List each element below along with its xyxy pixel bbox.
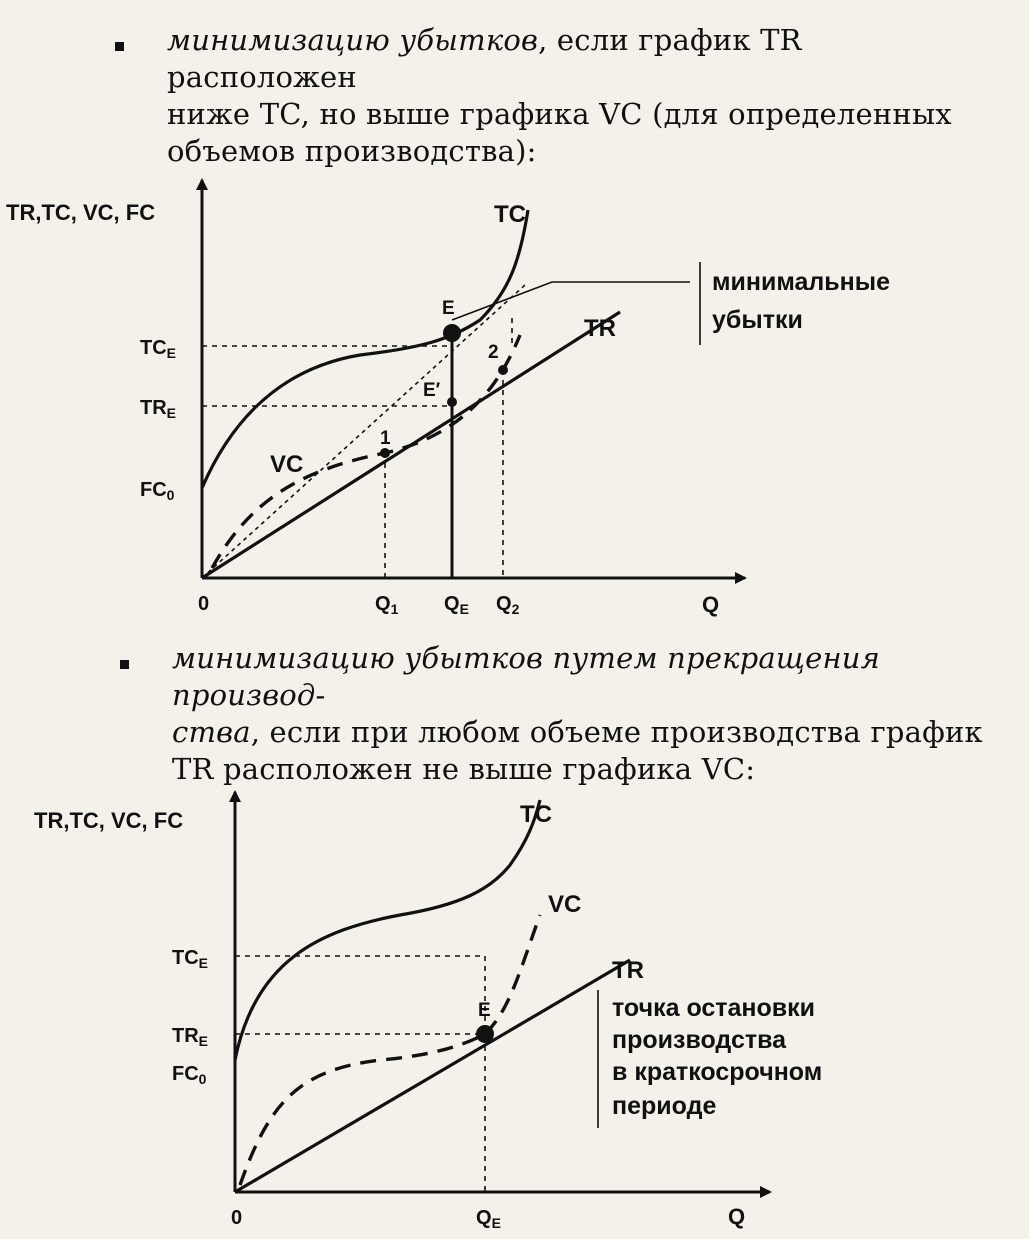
bullet-marker [120, 660, 129, 669]
section1-paragraph [167, 22, 987, 170]
bullet-marker [115, 42, 124, 51]
y-axis-title: TR,TC, VC, FC [6, 200, 156, 225]
label-tr: TR [612, 957, 644, 984]
label-point-2: 2 [488, 342, 499, 363]
callout-line4: периоде [612, 1092, 717, 1120]
tick-q2: $Q_2$ [496, 593, 520, 617]
tick-qe: $Q_E$ [444, 593, 469, 617]
vc-curve [212, 335, 520, 568]
label-tr: TR [584, 315, 616, 342]
section2-lead-line1: минимизацию убытков путем прекращения производ- [172, 641, 881, 712]
origin-label: 0 [231, 1207, 243, 1229]
label-e: E [442, 298, 455, 319]
tangent-line [202, 285, 525, 578]
section2-lead-line2: ства [172, 715, 251, 749]
label-point-1: 1 [380, 428, 391, 449]
diagram-shutdown-point [0, 780, 1029, 1239]
tick-q1: $Q_1$ [375, 593, 399, 617]
callout-line2: убытки [712, 306, 803, 334]
tick-qe: $Q_E$ [476, 1207, 501, 1231]
section1-line1: , если график TR расположен [167, 23, 802, 94]
callout-bracket [452, 282, 690, 320]
callout-line2: производства [612, 1026, 787, 1054]
point-e [443, 324, 461, 342]
x-axis-title: Q [728, 1204, 746, 1229]
label-vc: VC [548, 891, 582, 918]
section2-line3: TR расположен не выше графика VC: [172, 752, 756, 786]
tick-fc0: $FC_0$ [172, 1063, 207, 1087]
point-2 [498, 365, 508, 375]
section2-paragraph [172, 640, 992, 788]
tc-curve [202, 210, 528, 488]
tick-tre: $TR_E$ [172, 1025, 209, 1049]
label-tc: TC [494, 201, 526, 228]
point-1 [380, 448, 390, 458]
callout-line1: точка остановки [612, 994, 816, 1022]
callout-line3: в краткосрочном [612, 1058, 823, 1086]
label-e-prime: E′ [423, 380, 441, 401]
point-e [476, 1025, 494, 1043]
tick-fc0: $FC_0$ [140, 479, 175, 503]
y-axis-title: TR,TC, VC, FC [34, 808, 184, 833]
section1-line2: ниже TC, но выше графика VC (для определенных [167, 97, 952, 131]
label-e: E [478, 1000, 491, 1021]
tick-tce: $TC_E$ [140, 337, 177, 361]
label-tc: TC [520, 801, 552, 828]
label-vc: VC [270, 451, 304, 478]
section1-lead: минимизацию убытков [167, 23, 539, 57]
callout-line1: минимальные [712, 268, 891, 296]
point-e-prime [447, 397, 457, 407]
tick-tre: $TR_E$ [140, 397, 177, 421]
section1-line3: объемов производства): [167, 134, 537, 168]
tr-line [235, 960, 630, 1192]
x-axis-title: Q [702, 592, 720, 617]
tick-tce: $TC_E$ [172, 947, 209, 971]
diagram-minimal-losses [0, 150, 1029, 630]
section2-line2: , если при любом объеме производства график [250, 715, 983, 749]
origin-label: 0 [198, 593, 210, 615]
